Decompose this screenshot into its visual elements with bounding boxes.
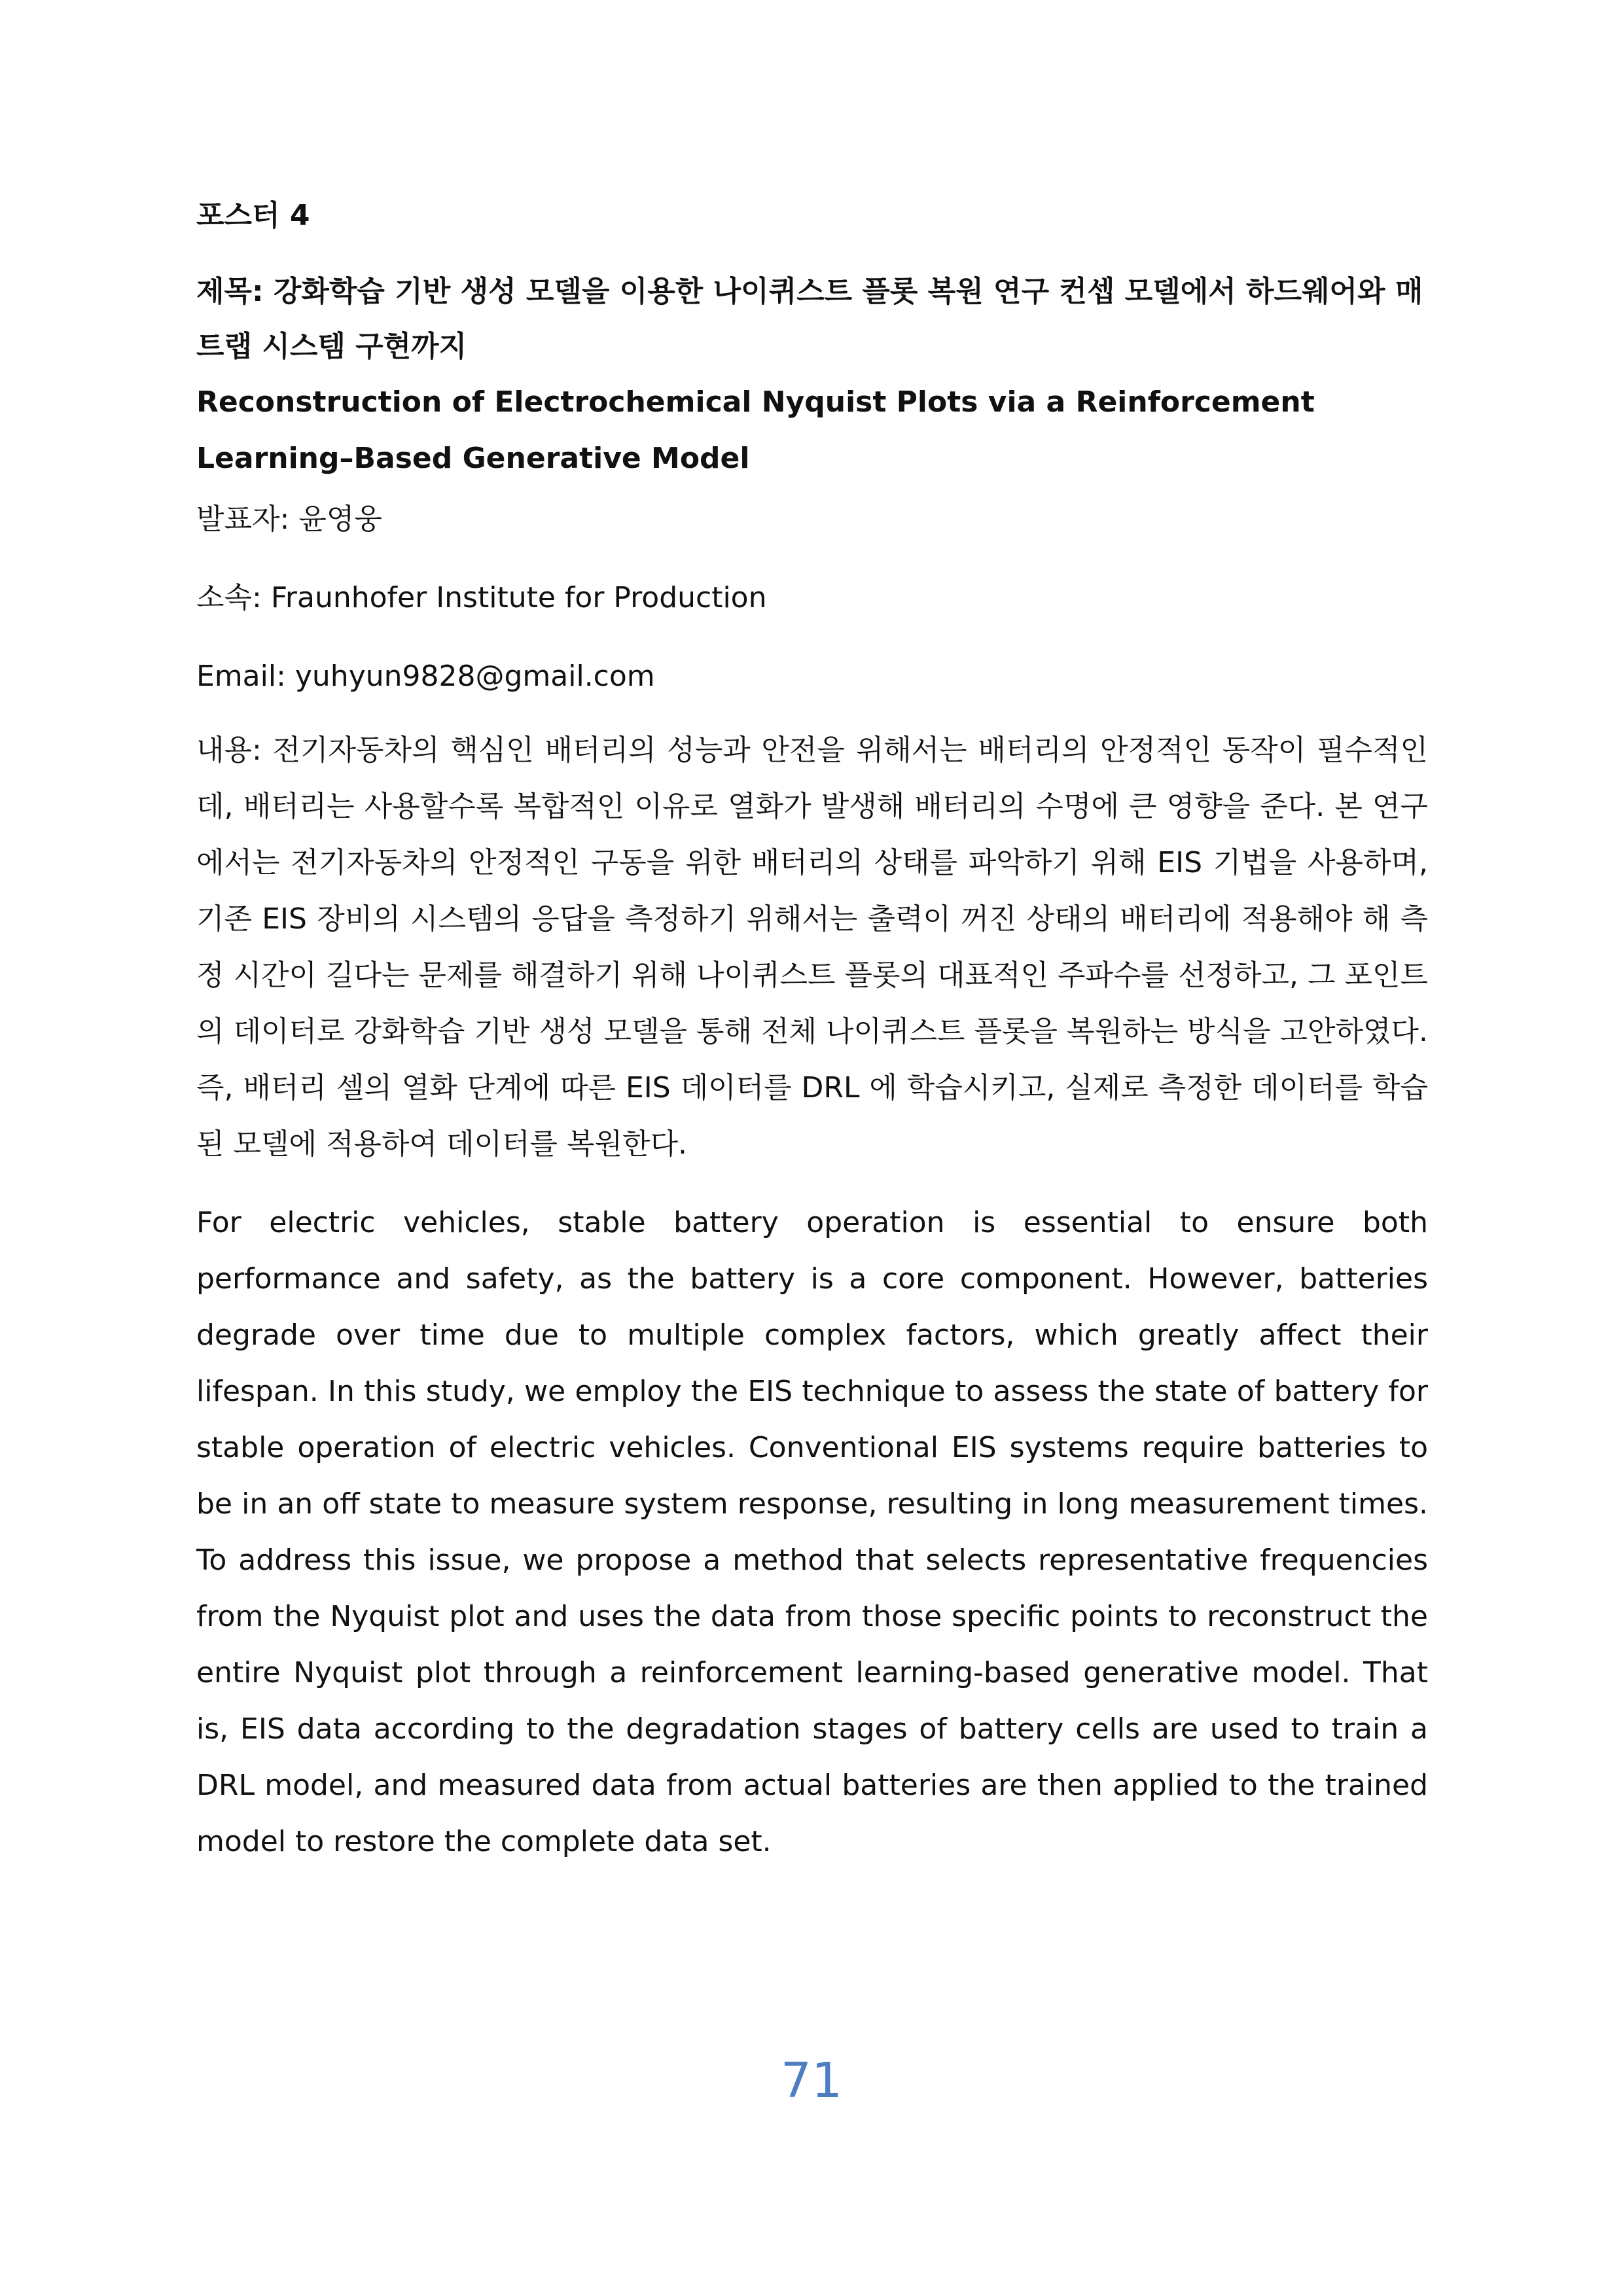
poster-label: 포스터 4 — [196, 199, 310, 232]
presenter: 발표자: 윤영웅 — [196, 503, 382, 536]
content-english: For electric vehicles, stable battery operation is essential to ensure both performance and safety, as the battery is a core component. However, batteries degrade over time due to multiple complex factors, which greatly affect their lifespan. In this study, we employ the EIS technique to assess the state of battery for stable operation of electric vehicles. Conventional EIS systems require batteries to be in an off state to measure system response, resulting in long measurement times. To address this issue, we propose a method that selects representative frequencies from the Nyquist plot and uses the data from those specific points to reconstruct the entire Nyquist plot through a reinforcement learning-based generative model. That is, EIS data according to the degradation stages of battery cells are used to train a DRL model, and measured data from actual batteries are then applied to the trained model to restore the complete data set. — [196, 1206, 1428, 1858]
title-korean: 제목: 강화학습 기반 생성 모델을 이용한 나이퀴스트 플롯 복원 연구 컨셉 모델에서 하드웨어와 매트랩 시스템 구현까지 — [196, 275, 1423, 363]
content-korean: 내용: 전기자동차의 핵심인 배터리의 성능과 안전을 위해서는 배터리의 안정적인 동작이 필수적인데, 배터리는 사용할수록 복합적인 이유로 열화가 발생해 배터리의 수명에 큰 영향을 준다. 본 연구에서는 전기자동차의 안정적인 구동을 위한 배터리의 상태를 파악하기 위해 EIS 기법을 사용하며, 기존 EIS 장비의 시스템의 응답을 측정하기 위해서는 출력이 꺼진 상태의 배터리에 적용해야 해 측정 시간이 길다는 문제를 해결하기 위해 나이퀴스트 플롯의 대표적인 주파수를 선정하고, 그 포인트의 데이터로 강화학습 기반 생성 모델을 통해 전체 나이퀴스트 플롯을 복원하는 방식을 고안하였다. 즉, 배터리 셀의 열화 단계에 따른 EIS 데이터를 DRL 에 학습시키고, 실제로 측정한 데이터를 학습된 모델에 적용하여 데이터를 복원한다. — [196, 733, 1428, 1161]
document-page — [196, 196, 1428, 1892]
email: Email: yuhyun9828@gmail.com — [196, 660, 655, 693]
affiliation: 소속: Fraunhofer Institute for Production — [196, 581, 767, 614]
title-english: Reconstruction of Electrochemical Nyquist Plots via a Reinforcement Learning–Based Generative Model — [196, 385, 1315, 475]
page-number: 71 — [780, 2053, 843, 2109]
